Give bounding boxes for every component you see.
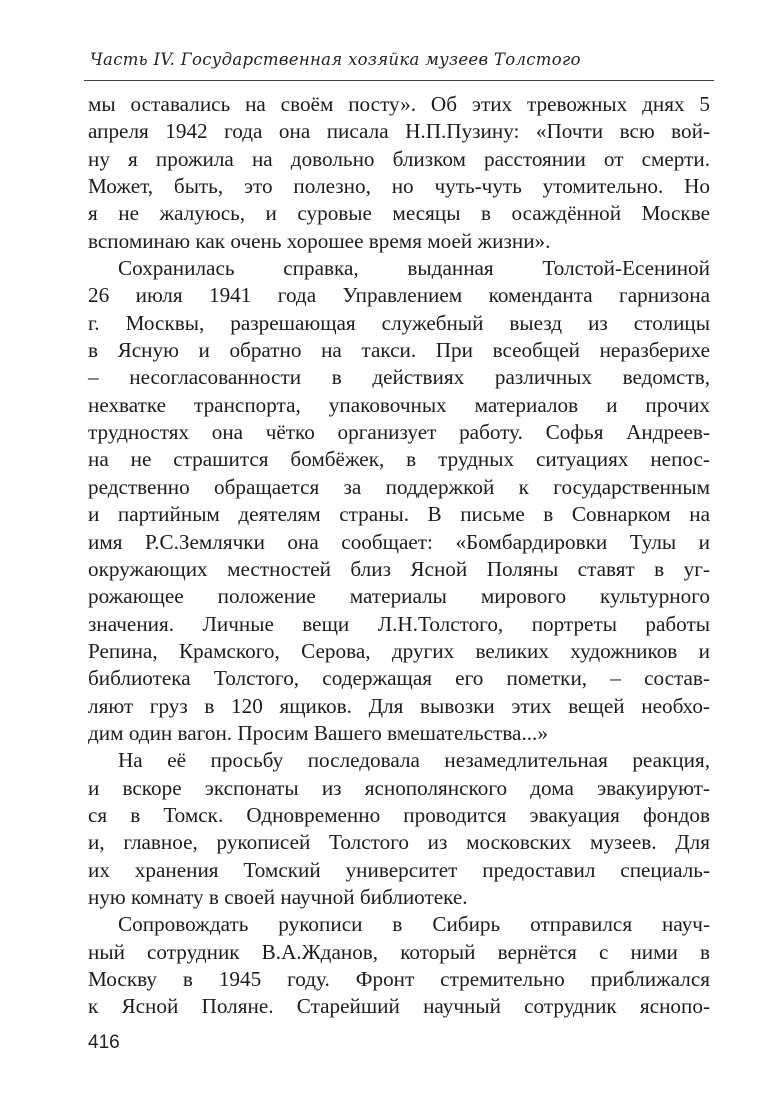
text-line: ну я прожила на довольно близком расстоянии от смерти. [88,146,710,171]
body-text [88,91,710,1021]
text-line: и, главное, рукописей Толстого из московских музеев. Для [88,830,710,855]
text-line: я не жалуюсь, и суровые месяцы в осаждённой Москве [88,201,710,226]
page-number: 416 [88,1032,120,1053]
text-line: – несогласованности в действиях различных ведомств, [88,365,710,390]
text-line: 26 июля 1941 года Управлением коменданта гарнизона [88,283,710,308]
text-line: ную комнату в своей научной библиотеке. [88,884,468,909]
text-line: рожающее положение материалы мирового культурного [88,584,710,609]
text-line: дим один вагон. Просим Вашего вмешательства...» [88,720,548,745]
text-line: Москву в 1945 году. Фронт стремительно приближался [88,967,710,991]
text-line: трудностях она чётко организует работу. Софья Андреев- [88,420,710,445]
text-line: к Ясной Поляне. Старейший научный сотрудник яснопо- [88,994,710,1019]
text-line: значения. Личные вещи Л.Н.Толстого, портреты работы [88,611,710,636]
text-line: Репина, Крамского, Серова, других великих художников и [88,638,710,663]
text-line: в Ясную и обратно на такси. При всеобщей неразберихе [88,338,710,363]
running-header-title: Часть IV. Государственная хозяйка музеев Толстого [90,50,581,69]
text-line: и партийным деятелям страны. В письме в Совнарком на [88,502,710,527]
text-line: и вскоре экспонаты из яснополянского дома эвакуируют- [88,775,710,800]
text-line: их хранения Томский университет предоставил специаль- [88,857,710,882]
text-line: Сохранилась справка, выданная Толстой-Есениной [118,256,710,281]
text-line: редственно обращается за поддержкой к государственным [88,474,710,499]
header-rule [84,80,714,81]
text-line: библиотека Толстого, содержащая его пометки, – состав- [88,666,710,691]
text-line: нехватке транспорта, упаковочных материалов и прочих [88,392,710,417]
text-line: г. Москвы, разрешающая служебный выезд из столицы [88,310,710,335]
running-header [84,42,714,82]
text-line: Может, быть, это полезно, но чуть-чуть утомительно. Но [88,174,710,199]
text-line: На её просьбу последовала незамедлительная реакция, [118,748,710,773]
text-line: на не страшится бомбёжек, в трудных ситуациях непос- [88,447,710,472]
text-line: ляют груз в 120 ящиков. Для вывозки этих вещей необхо- [88,693,710,718]
text-line: ный сотрудник В.А.Жданов, который вернётся с ними в [88,939,710,964]
text-line: мы оставались на своём посту». Об этих тревожных днях 5 [88,92,710,116]
text-line: имя Р.С.Землячки она сообщает: «Бомбардировки Тулы и [88,529,710,554]
text-line: апреля 1942 года она писала Н.П.Пузину: «Почти всю вой- [88,119,710,144]
text-line: окружающих местностей близ Ясной Поляны ставят в уг- [88,556,710,581]
text-line: вспоминаю как очень хорошее время моей жизни». [88,228,551,253]
text-line: Сопровождать рукописи в Сибирь отправился науч- [118,912,710,937]
text-line: ся в Томск. Одновременно проводится эвакуация фондов [88,802,710,827]
